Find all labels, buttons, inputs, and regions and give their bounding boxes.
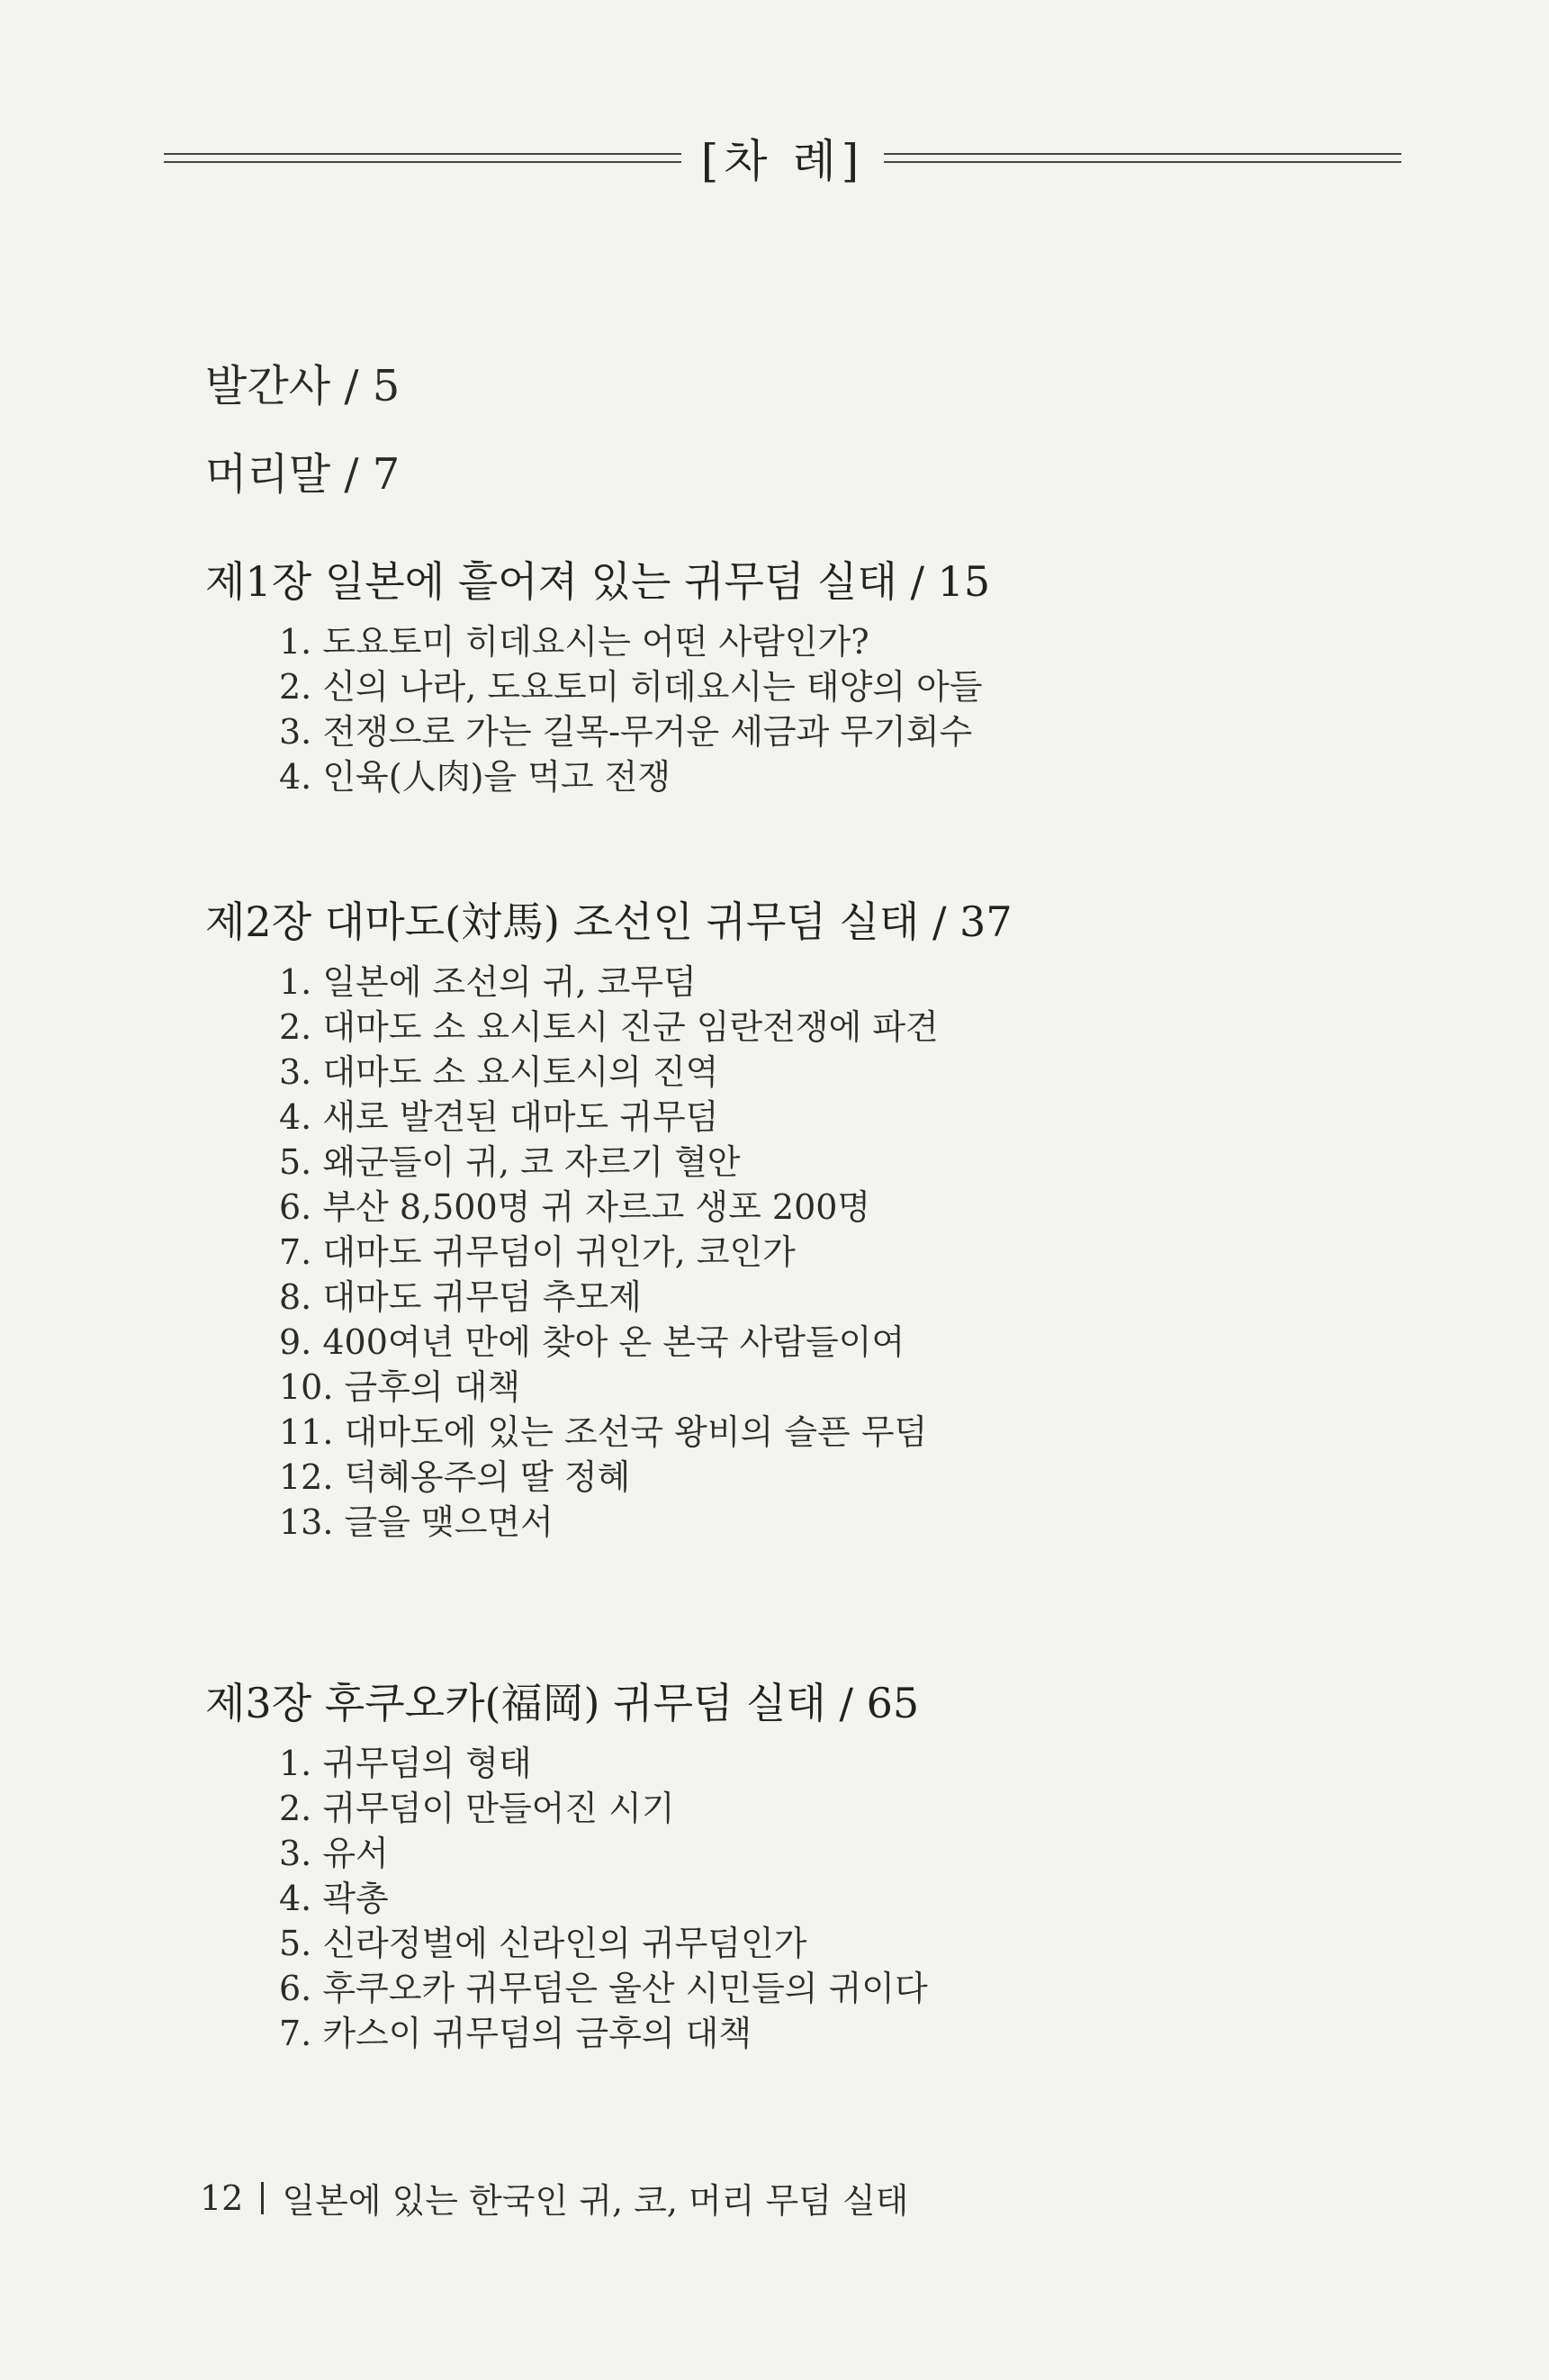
chapter-items: [205, 1741, 928, 2056]
chapter-1: [205, 544, 990, 799]
chapter-3: [205, 1665, 928, 2056]
chapter-2: [205, 884, 1013, 1545]
chapter-title: 제2장 대마도(対馬) 조선인 귀무덤 실태 / 37: [205, 897, 1013, 946]
toc-header: [164, 122, 1401, 194]
header-rule-right: [884, 153, 1401, 163]
toc-entry: 6. 부산 8,500명 귀 자르고 생포 200명: [279, 1187, 871, 1227]
toc-entry: 2. 귀무덤이 만들어진 시기: [279, 1789, 675, 1828]
front-item-preface-publisher: 발간사 / 5: [205, 361, 401, 411]
front-item-foreword: 머리말 / 7: [205, 449, 401, 500]
toc-entry: 8. 대마도 귀무덤 추모제: [279, 1277, 642, 1317]
toc-title: [차 례]: [700, 135, 865, 187]
toc-entry: 1. 귀무덤의 형태: [279, 1744, 532, 1783]
page-number: 12: [200, 2177, 244, 2218]
toc-entry: 4. 인육(人肉)을 먹고 전쟁: [279, 757, 671, 797]
toc-entry: 5. 신라정벌에 신라인의 귀무덤인가: [279, 1924, 807, 1963]
running-title: 일본에 있는 한국인 귀, 코, 머리 무덤 실태: [282, 2181, 909, 2221]
toc-entry: 5. 왜군들이 귀, 코 자르기 혈안: [279, 1142, 741, 1182]
toc-entry: 7. 카스이 귀무덤의 금후의 대책: [279, 2014, 752, 2053]
footer-separator: [261, 2182, 264, 2214]
chapter-items: [205, 960, 1013, 1545]
toc-entry: 1. 일본에 조선의 귀, 코무덤: [279, 962, 697, 1002]
toc-entry: 10. 금후의 대책: [279, 1367, 521, 1407]
header-rule-left: [164, 153, 681, 163]
toc-entry: 4. 새로 발견된 대마도 귀무덤: [279, 1097, 719, 1137]
chapter-title: 제3장 후쿠오카(福岡) 귀무덤 실태 / 65: [205, 1679, 920, 1727]
toc-entry: 6. 후쿠오카 귀무덤은 울산 시민들의 귀이다: [279, 1969, 928, 2008]
toc-entry: 1. 도요토미 히데요시는 어떤 사람인가?: [279, 622, 869, 662]
toc-entry: 7. 대마도 귀무덤이 귀인가, 코인가: [279, 1232, 796, 1272]
toc-entry: 11. 대마도에 있는 조선국 왕비의 슬픈 무덤: [279, 1412, 928, 1452]
toc-entry: 13. 글을 맺으면서: [279, 1502, 554, 1542]
toc-entry: 3. 전쟁으로 가는 길목-무거운 세금과 무기회수: [279, 712, 973, 752]
front-matter-list: [205, 342, 400, 518]
chapter-items: [205, 619, 990, 799]
chapter-title: 제1장 일본에 흩어져 있는 귀무덤 실태 / 15: [205, 557, 991, 606]
toc-entry: 12. 덕혜옹주의 딸 정혜: [279, 1457, 631, 1497]
page-footer: [200, 2173, 908, 2222]
toc-entry: 9. 400여년 만에 찾아 온 본국 사람들이여: [279, 1322, 905, 1362]
toc-entry: 3. 유서: [279, 1834, 389, 1873]
toc-entry: 2. 대마도 소 요시토시 진군 임란전쟁에 파견: [279, 1007, 939, 1047]
toc-entry: 2. 신의 나라, 도요토미 히데요시는 태양의 아들: [279, 667, 983, 707]
toc-entry: 3. 대마도 소 요시토시의 진역: [279, 1052, 719, 1092]
toc-entry: 4. 곽총: [279, 1879, 389, 1918]
